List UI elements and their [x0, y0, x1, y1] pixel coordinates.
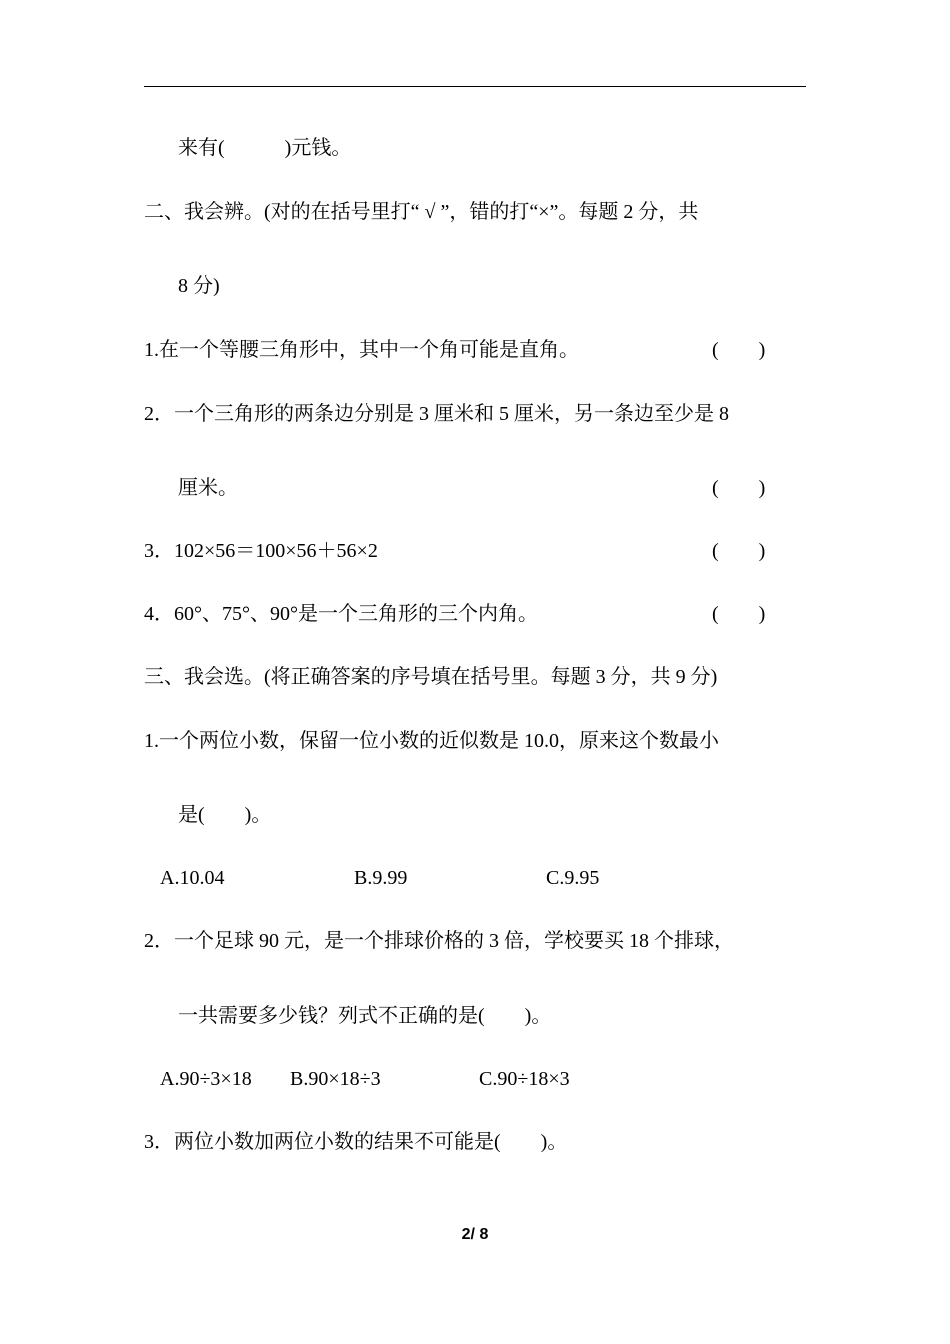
choice-question-1-cont: 是( )。 [178, 804, 272, 826]
judge-question-3: 3．102×56＝100×56＋56×2 [144, 540, 378, 562]
choice-question-1: 1.一个两位小数，保留一位小数的近似数是 10.0，原来这个数最小 [144, 730, 719, 752]
answer-paren-1: ( ) [712, 339, 766, 361]
section-2-heading: 二、我会辨。(对的在括号里打“ √ ”，错的打“×”。每题 2 分，共 [144, 201, 699, 223]
option-q2-c: C.90÷18×3 [479, 1068, 570, 1090]
judge-question-2: 2．一个三角形的两条边分别是 3 厘米和 5 厘米，另一条边至少是 8 [144, 403, 729, 425]
section-3-heading: 三、我会选。(将正确答案的序号填在括号里。每题 3 分，共 9 分) [144, 666, 718, 688]
option-q1-c: C.9.95 [546, 867, 600, 889]
page-number: 2/ 8 [461, 1226, 489, 1243]
choice-question-2: 2．一个足球 90 元，是一个排球价格的 3 倍，学校要买 18 个排球， [144, 930, 734, 952]
judge-question-1: 1.在一个等腰三角形中，其中一个角可能是直角。 [144, 339, 579, 361]
judge-question-2-cont: 厘米。 [178, 477, 238, 499]
header-rule [144, 86, 806, 87]
answer-paren-4: ( ) [712, 603, 766, 625]
answer-paren-3: ( ) [712, 540, 766, 562]
option-q1-b: B.9.99 [354, 867, 408, 889]
answer-paren-2: ( ) [712, 477, 766, 499]
option-q1-a: A.10.04 [160, 867, 225, 889]
choice-question-3: 3．两位小数加两位小数的结果不可能是( )。 [144, 1131, 568, 1153]
section-2-heading-cont: 8 分) [178, 275, 220, 297]
judge-question-4: 4．60°、75°、90°是一个三角形的三个内角。 [144, 603, 538, 625]
continued-line: 来有( )元钱。 [178, 137, 352, 159]
option-q2-b: B.90×18÷3 [290, 1068, 381, 1090]
choice-question-2-cont: 一共需要多少钱？列式不正确的是( )。 [178, 1005, 552, 1027]
option-q2-a: A.90÷3×18 [160, 1068, 252, 1090]
